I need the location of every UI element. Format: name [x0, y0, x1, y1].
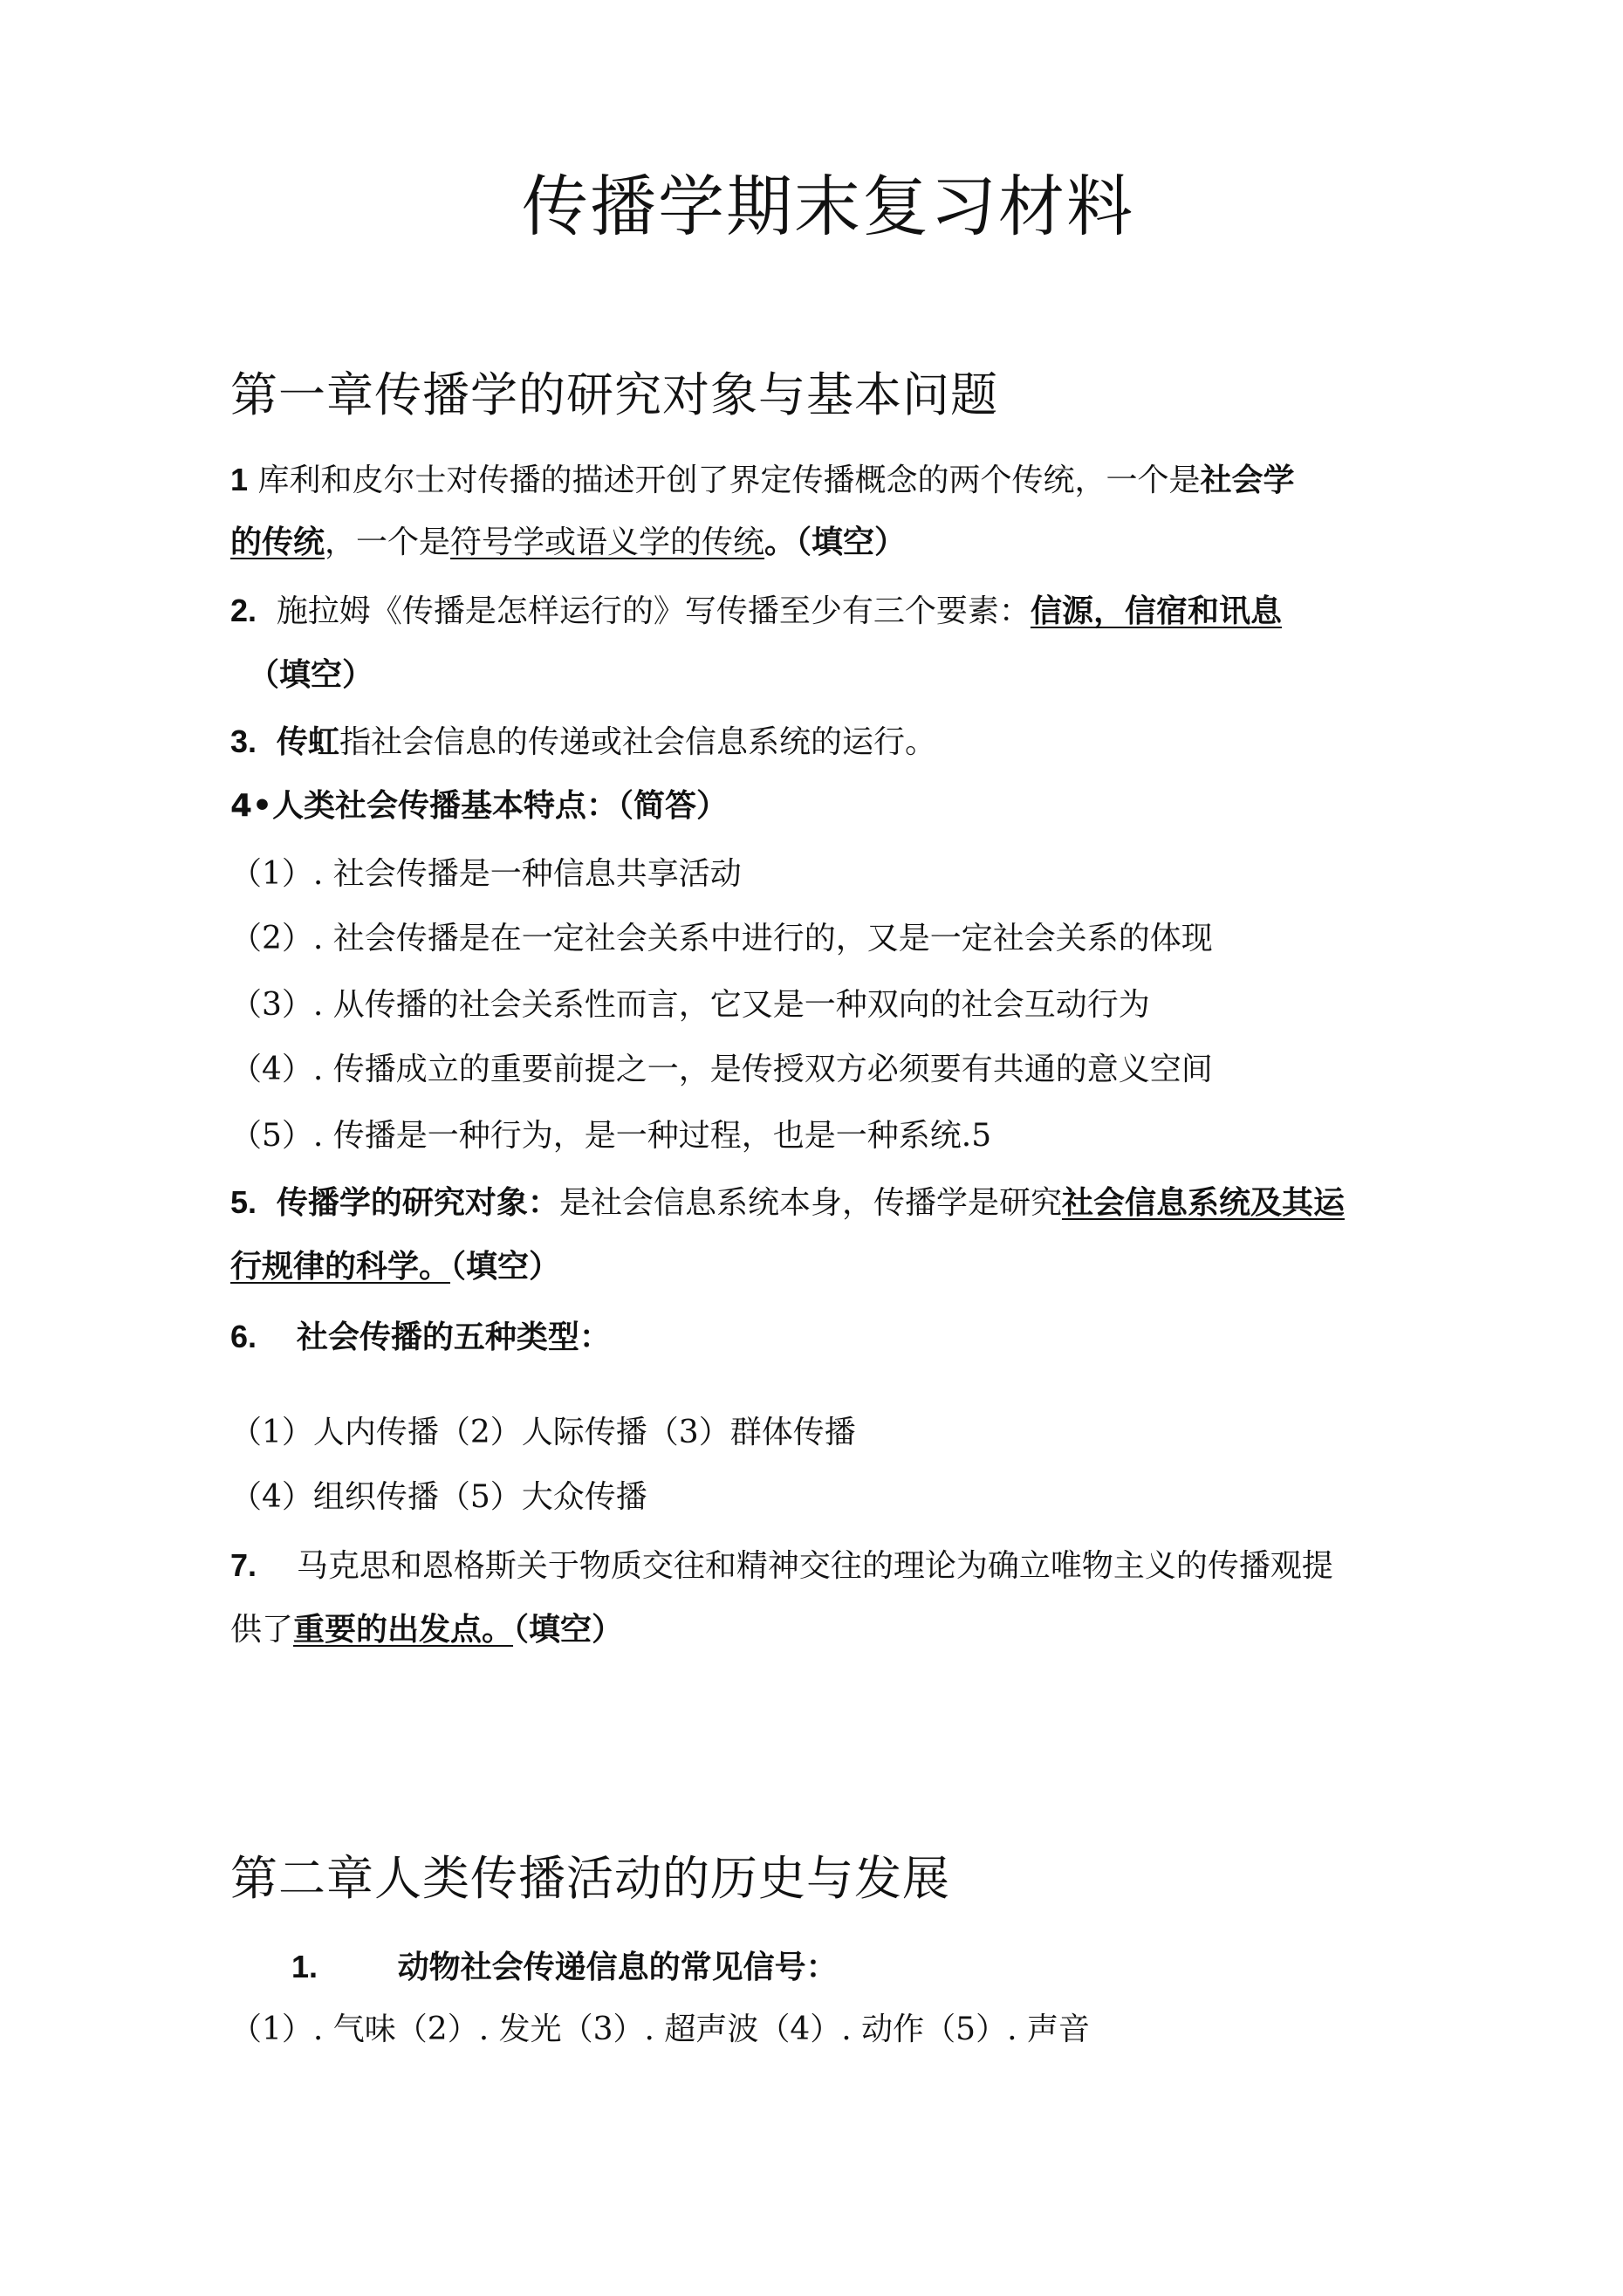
- question-text: 供了: [230, 1612, 294, 1648]
- question-text: 社会传播的五种类型：: [296, 1319, 611, 1355]
- answer-text: 符号学或语义学的传统: [450, 524, 765, 560]
- answer-text: 重要的出发点。: [293, 1612, 514, 1648]
- page-title: 传播学期末复习材料: [522, 168, 1134, 245]
- question-7-line-2: [230, 1611, 623, 1649]
- answer-text: 行规律的科学。: [230, 1249, 451, 1285]
- question-text: 马克思和恩格斯关于物质交往和精神交往的理论为确立唯物主义的传播观提: [296, 1548, 1333, 1584]
- question-text: ，一个是: [325, 524, 451, 560]
- question-text: 动物社会传递信息的常见信号：: [397, 1950, 838, 1985]
- question-number: 1.: [291, 1949, 318, 1984]
- question-type-note: （填空）: [513, 1612, 624, 1648]
- question-1-line-1: [230, 461, 1295, 500]
- question-2-line-2: （填空）: [248, 657, 374, 693]
- question-number: 6.: [230, 1319, 257, 1354]
- list-item: （1）人内传播（2）人际传播（3）群体传播: [230, 1415, 856, 1450]
- list-item: （4）组织传播（5）大众传播: [230, 1479, 647, 1515]
- question-7-line-1: [230, 1546, 1333, 1586]
- answer-text: 信源，信宿和讯息: [1030, 593, 1282, 629]
- list-item: （1）. 社会传播是一种信息共享活动: [230, 856, 742, 892]
- list-item: （3）. 从传播的社会关系性而言，它又是一种双向的社会互动行为: [230, 987, 1150, 1023]
- question-3: [230, 723, 936, 762]
- question-1-line-2: [230, 524, 906, 562]
- question-text: 施拉姆《传播是怎样运行的》写传播至少有三个要素：: [276, 593, 1031, 629]
- list-item: （2）. 社会传播是在一定社会关系中进行的，又是一定社会关系的体现: [230, 921, 1213, 956]
- chapter-2-question-1-heading: [291, 1948, 838, 1987]
- question-2-line-1: [230, 592, 1282, 631]
- chapter-1-heading: 第一章传播学的研究对象与基本问题: [230, 367, 998, 422]
- question-number: 5.: [230, 1184, 257, 1220]
- term-text: 传播学的研究对象：: [276, 1185, 559, 1221]
- question-number: 2.: [230, 593, 257, 628]
- question-type-note: （填空）: [450, 1249, 561, 1285]
- question-text: 库利和皮尔士对传播的描述开创了界定传播概念的两个传统，一个是: [257, 463, 1201, 498]
- question-text: 指社会信息的传递或社会信息系统的运行。: [339, 724, 936, 760]
- question-6-heading: [230, 1318, 611, 1357]
- question-text: 是社会信息系统本身，传播学是研究: [558, 1185, 1062, 1221]
- answer-text: 社会学: [1200, 463, 1295, 498]
- question-5-line-1: [230, 1183, 1345, 1223]
- question-number: 7.: [230, 1547, 257, 1583]
- question-number: 1: [230, 462, 249, 497]
- question-number: 3.: [230, 723, 257, 759]
- list-item: （1）. 气味（2）. 发光（3）. 超声波（4）. 动作（5）. 声音: [230, 2012, 1090, 2047]
- question-4-heading: 4•人类社会传播基本特点：（简答）: [230, 788, 729, 824]
- answer-text: 的传统: [230, 524, 325, 560]
- question-type-note: 。（填空）: [764, 524, 907, 560]
- list-item: （4）. 传播成立的重要前提之一，是传授双方必须要有共通的意义空间: [230, 1052, 1213, 1087]
- chapter-2-heading: 第二章人类传播活动的历史与发展: [230, 1851, 950, 1906]
- term-text: 传虹: [276, 724, 339, 760]
- answer-text: 社会信息系统及其运: [1061, 1185, 1345, 1221]
- list-item: （5）. 传播是一种行为，是一种过程，也是一种系统.5: [230, 1118, 992, 1154]
- question-5-line-2: [230, 1248, 560, 1286]
